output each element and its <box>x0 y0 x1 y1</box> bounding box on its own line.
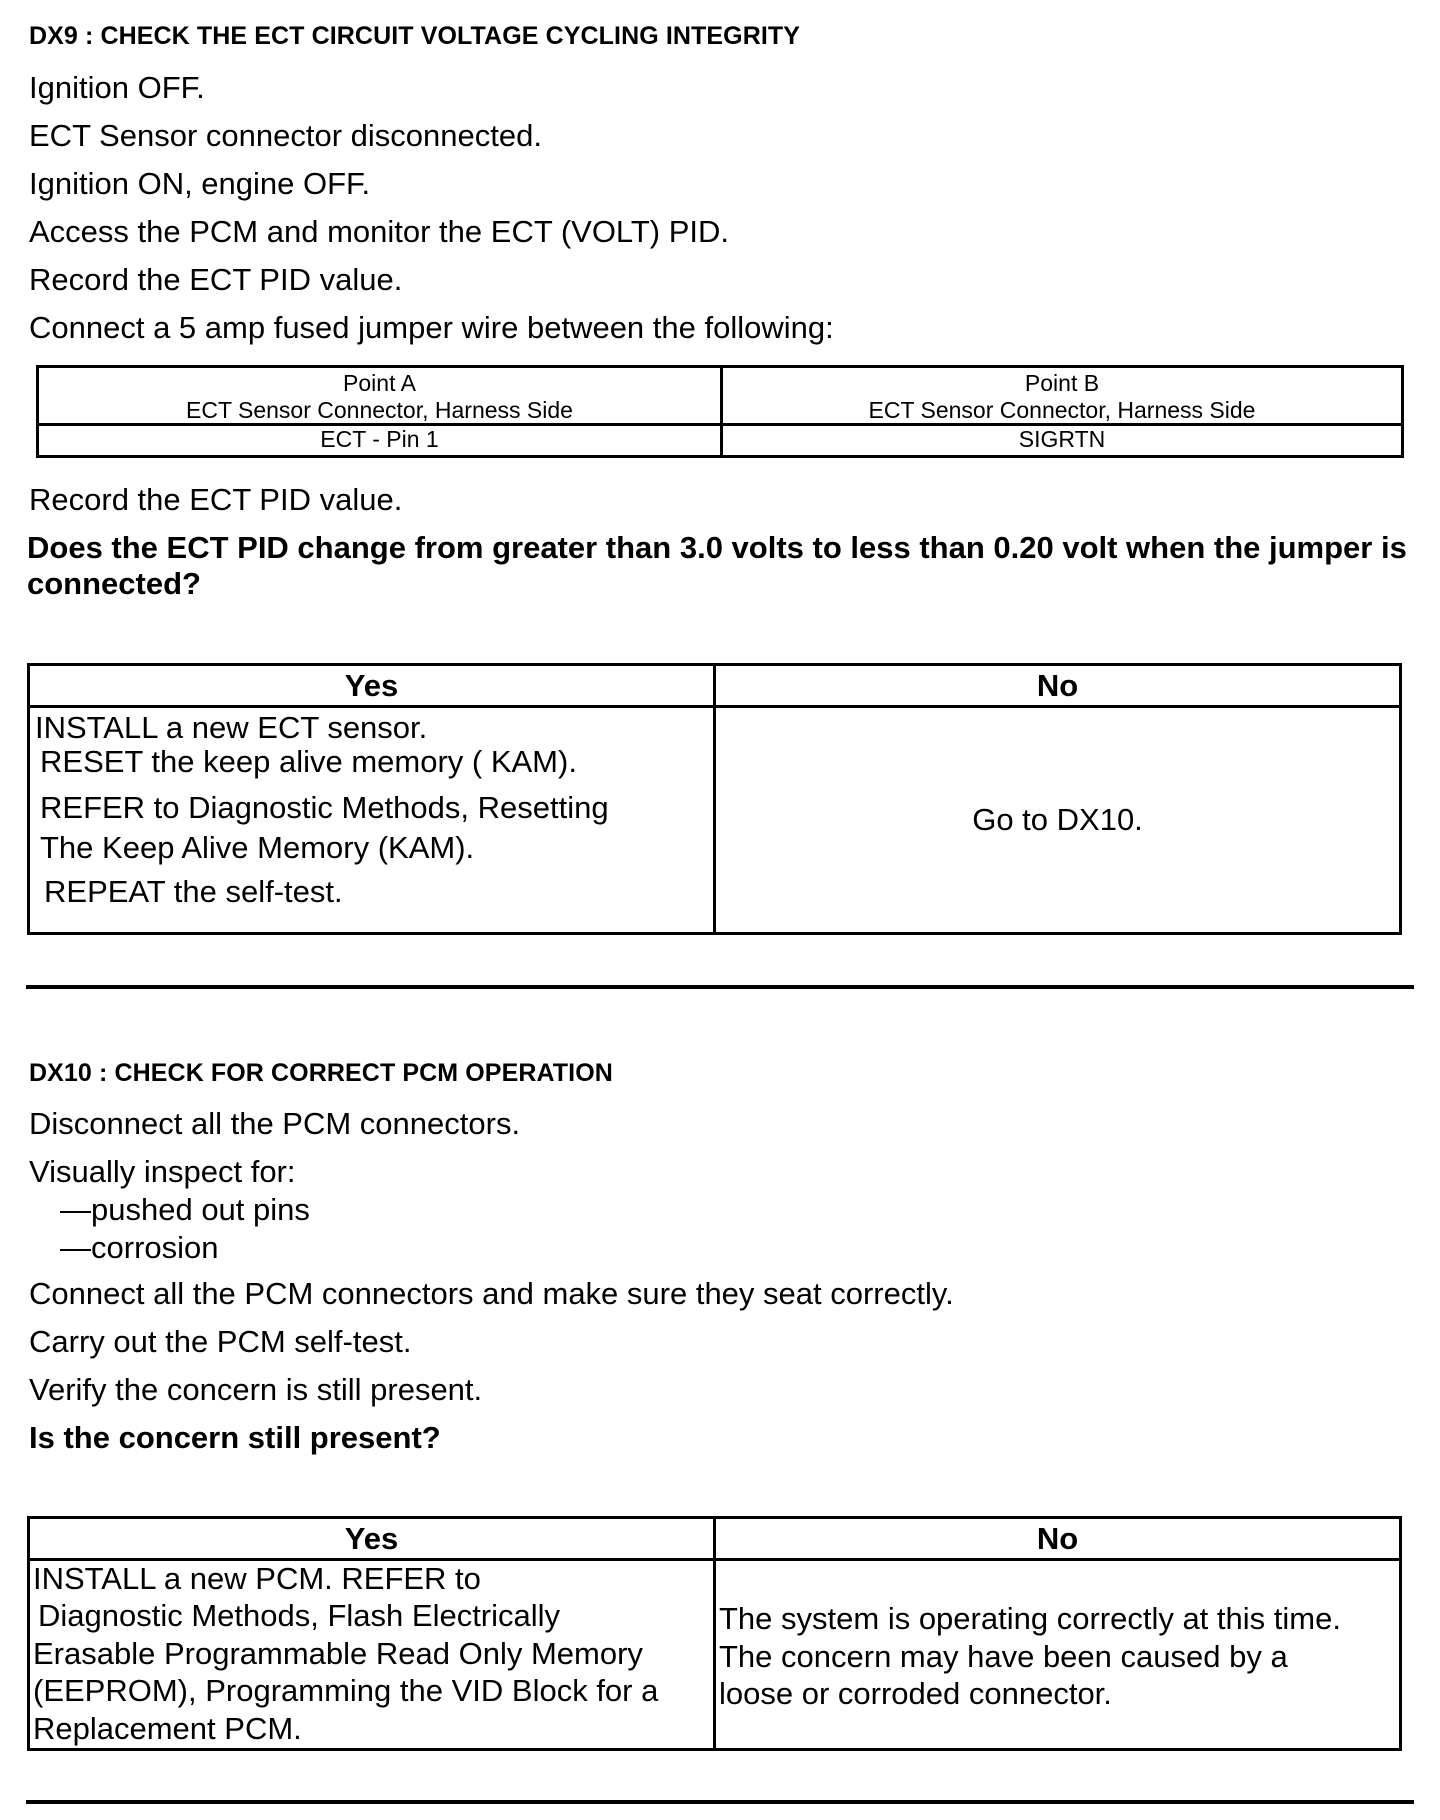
dx10-yes-header: Yes <box>30 1519 716 1561</box>
jumper-header-point-b <box>723 368 1401 426</box>
dx9-yes-line-5: REPEAT the self-test. <box>44 874 343 909</box>
point-a-value: ECT - Pin 1 <box>39 426 723 455</box>
dx9-step-4: Access the PCM and monitor the ECT (VOLT) PID. <box>29 214 730 249</box>
dx10-heading: DX10 : CHECK FOR CORRECT PCM OPERATION <box>29 1059 613 1087</box>
dx10-yes-line-3: Erasable Programmable Read Only Memory <box>33 1636 643 1671</box>
dx10-bullet-1: —pushed out pins <box>60 1192 310 1227</box>
dx9-after-step: Record the ECT PID value. <box>29 482 403 517</box>
section-divider-2 <box>26 1800 1414 1804</box>
dx9-yes-no-table <box>27 663 1402 935</box>
dx10-bullet-2: —corrosion <box>60 1230 219 1265</box>
dx10-no-cell <box>716 1561 1399 1748</box>
dx9-yes-cell <box>30 708 716 932</box>
dx10-no-line-1: The system is operating correctly at this time. <box>719 1601 1341 1636</box>
dx9-yes-line-1: INSTALL a new ECT sensor. <box>35 710 428 745</box>
point-b-subtitle: ECT Sensor Connector, Harness Side <box>868 397 1256 423</box>
dx9-yes-line-3: REFER to Diagnostic Methods, Resetting <box>40 790 609 825</box>
dx10-step-3: Connect all the PCM connectors and make sure they seat correctly. <box>29 1276 954 1311</box>
dx9-no-header: No <box>716 666 1399 708</box>
dx10-no-line-3: loose or corroded connector. <box>719 1676 1112 1711</box>
jumper-table <box>36 365 1404 458</box>
dx9-question: Does the ECT PID change from greater than 3.0 volts to less than 0.20 volt when the jumper is connected? <box>27 530 1407 601</box>
point-a-subtitle: ECT Sensor Connector, Harness Side <box>186 397 573 423</box>
dx9-step-3: Ignition ON, engine OFF. <box>29 166 371 201</box>
dx9-step-1: Ignition OFF. <box>29 70 205 105</box>
dx9-step-5: Record the ECT PID value. <box>29 262 403 297</box>
dx10-no-line-2: The concern may have been caused by a <box>719 1639 1288 1674</box>
point-b-value: SIGRTN <box>1018 426 1106 452</box>
section-divider-1 <box>26 985 1414 989</box>
dx10-question: Is the concern still present? <box>29 1420 441 1455</box>
dx10-step-5: Verify the concern is still present. <box>29 1372 483 1407</box>
dx9-no-cell <box>716 708 1399 932</box>
point-b-title: Point B <box>1024 370 1100 396</box>
dx10-yes-line-2: Diagnostic Methods, Flash Electrically <box>38 1598 561 1633</box>
dx10-yes-cell <box>30 1561 716 1748</box>
dx10-yes-line-4: (EEPROM), Programming the VID Block for a <box>33 1673 659 1708</box>
dx9-step-2: ECT Sensor connector disconnected. <box>29 118 542 153</box>
dx10-step-2: Visually inspect for: <box>29 1154 296 1189</box>
dx9-no-text: Go to DX10. <box>972 802 1143 837</box>
dx9-yes-line-4: The Keep Alive Memory (KAM). <box>40 830 475 865</box>
dx10-step-4: Carry out the PCM self-test. <box>29 1324 412 1359</box>
dx9-step-6: Connect a 5 amp fused jumper wire between the following: <box>29 310 834 345</box>
dx10-yes-line-1: INSTALL a new PCM. REFER to <box>33 1561 481 1596</box>
dx10-yes-no-table <box>27 1516 1402 1751</box>
dx9-yes-line-2: RESET the keep alive memory ( KAM). <box>40 744 577 779</box>
dx10-yes-line-5: Replacement PCM. <box>33 1711 302 1746</box>
dx10-step-1: Disconnect all the PCM connectors. <box>29 1106 521 1141</box>
dx10-no-header: No <box>716 1519 1399 1561</box>
point-a-title: Point A <box>343 370 416 396</box>
jumper-header-point-a <box>39 368 723 426</box>
dx9-heading: DX9 : CHECK THE ECT CIRCUIT VOLTAGE CYCLING INTEGRITY <box>29 22 801 50</box>
dx9-yes-header: Yes <box>30 666 716 708</box>
